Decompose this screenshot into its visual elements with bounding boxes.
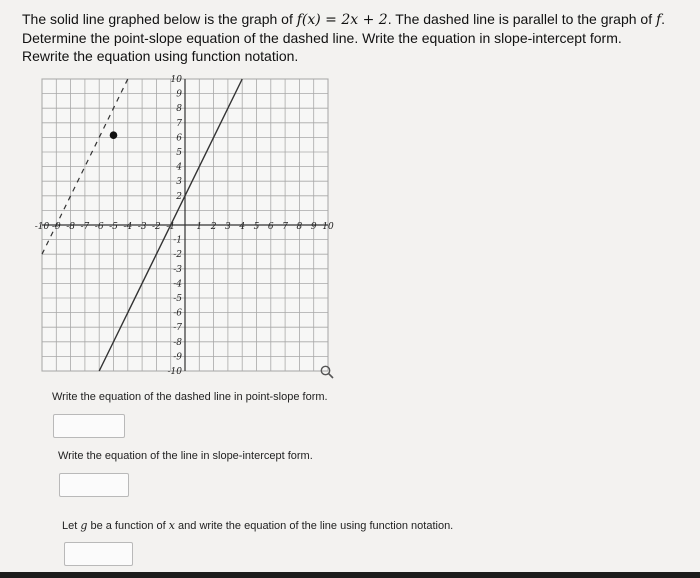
question-3-text-a: Let [62,520,78,532]
y-tick-label: -4 [173,279,182,290]
x-tick-label: 7 [282,222,288,232]
y-tick-label: 5 [176,148,182,158]
x-tick-label: 6 [267,222,274,232]
question-3 [62,519,453,532]
y-tick-label: -8 [173,337,182,348]
y-tick-label: 7 [176,118,182,129]
y-tick-label: -6 [173,308,182,319]
x-tick-label: -8 [66,222,75,232]
x-tick-label: 9 [310,222,317,232]
x-tick-label: -1 [166,222,176,232]
answer-input-slope-intercept[interactable] [59,473,129,497]
y-tick-label: -10 [167,367,182,377]
answer-input-function-notation[interactable] [64,542,133,566]
x-tick-label: -4 [123,222,133,232]
y-tick-label: 9 [176,89,182,100]
y-tick-label: 10 [170,75,182,85]
x-tick-label: 4 [239,222,246,232]
problem-text-1: The solid line graphed below is the graph of [22,11,293,27]
problem-text-2: . The dashed line is parallel to the graph of [387,11,653,27]
problem-text-3: . Determine the point-slope equation of the dashed line. Write the equation in slope-intercept form. Rewrite the equation using function notation. [22,11,666,64]
y-tick-label: 8 [176,104,182,115]
x-tick-label: -10 [34,222,50,232]
y-tick-label: 6 [176,133,182,144]
marked-point [110,131,118,139]
y-tick-label: -3 [173,264,182,275]
answer-input-point-slope[interactable] [53,414,125,438]
y-tick-label: 3 [176,177,182,188]
window-bottom-edge [0,572,700,578]
x-tick-label: -5 [109,222,118,232]
y-tick-label: 2 [176,191,182,202]
x-tick-label: 10 [322,222,334,232]
y-tick-label: -2 [173,250,182,261]
x-tick-label: -3 [137,222,147,232]
magnifier-icon [319,364,335,380]
x-tick-label: 5 [253,222,260,232]
question-2: Write the equation of the line in slope-intercept form. [58,450,313,462]
zoom-button[interactable] [319,364,335,380]
x-tick-label: 1 [196,222,203,232]
question-3-g: g [80,519,88,532]
question-1: Write the equation of the dashed line in point-slope form. [52,391,328,403]
question-3-x: x [168,519,175,532]
x-tick-label: -6 [94,222,104,232]
x-tick-label: -9 [51,222,61,232]
question-3-text-c: and write the equation of the line using function notation. [178,520,454,532]
function-name: f [655,12,662,28]
y-tick-label: -9 [173,352,182,363]
x-tick-label: 3 [225,222,231,232]
y-tick-label: 4 [176,162,182,173]
y-tick-label: -5 [173,294,182,304]
y-tick-label: -7 [173,323,182,334]
function-expression: f(x) = 2x + 2 [296,12,388,28]
question-3-text-b: be a function of [90,520,166,532]
x-tick-label: 2 [210,222,217,232]
x-tick-label: 8 [296,222,303,232]
x-tick-label: -7 [80,222,90,232]
y-tick-label: -1 [173,235,182,246]
x-tick-label: -2 [152,222,161,232]
